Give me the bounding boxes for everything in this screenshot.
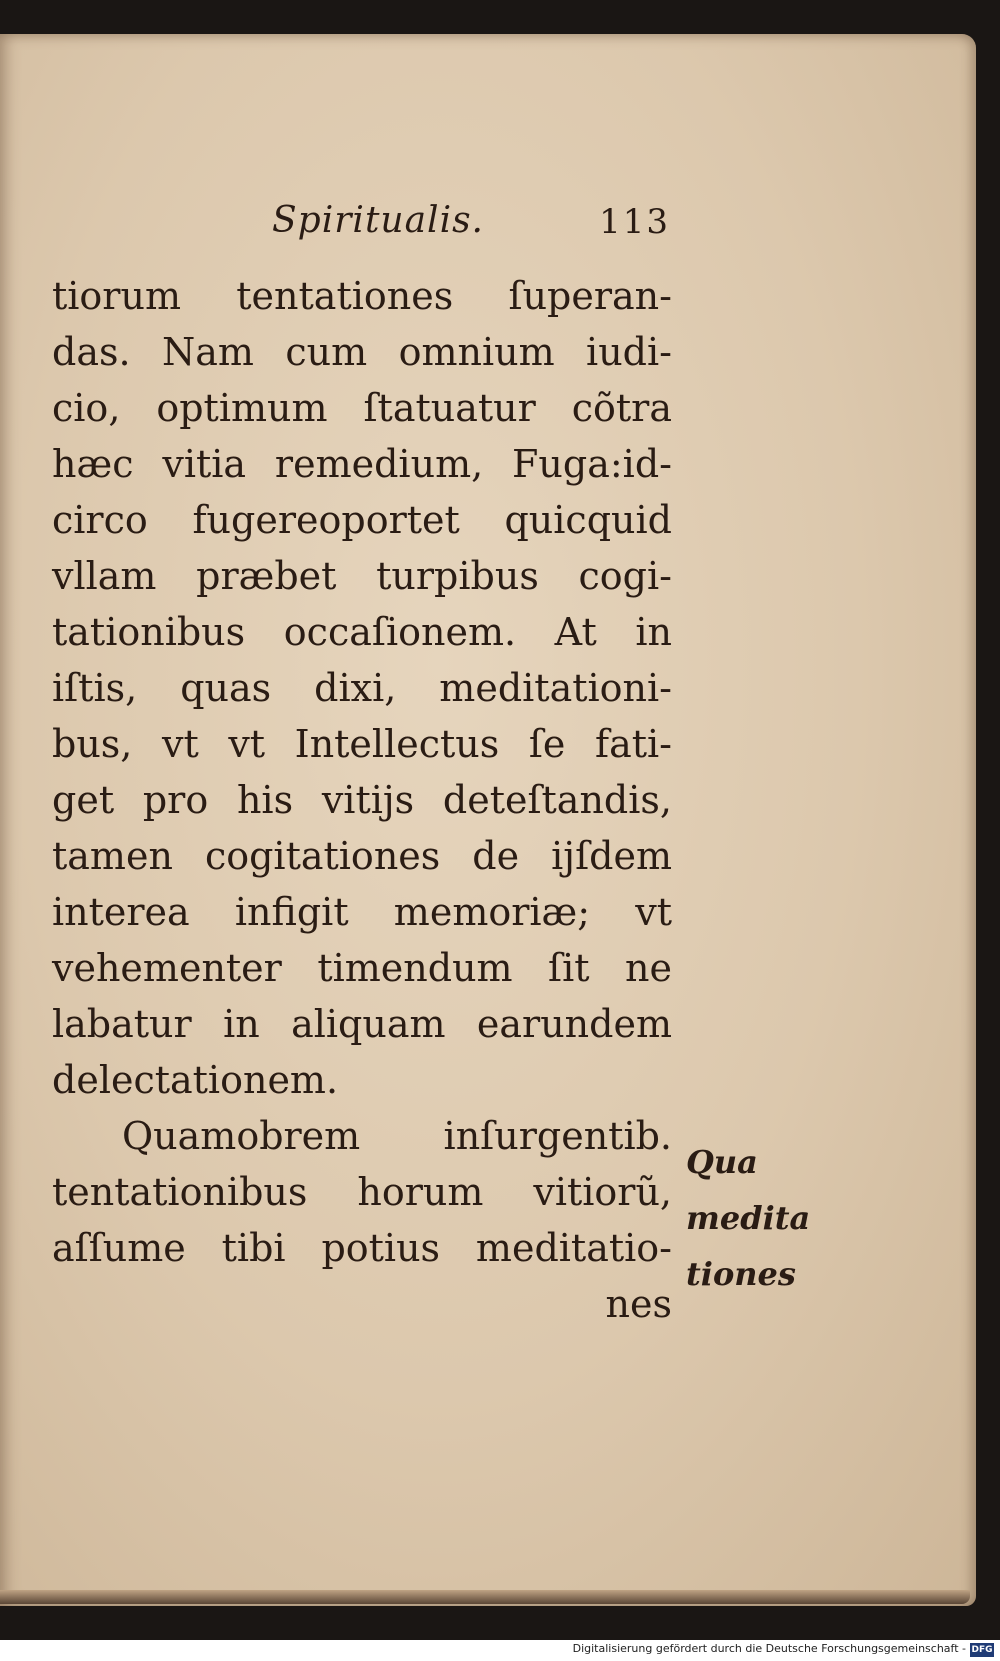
text-line: das. Nam cum omnium iudi- [52,330,672,374]
text-line: labatur in aliquam earundem [52,1002,672,1046]
text-line: tationibus occaſionem. At in [52,610,672,654]
dfg-logo: DFG [971,1645,993,1655]
body-text [52,268,672,1332]
catchword: nes [605,1282,672,1326]
text-line: tentationibus horum vitiorũ, [52,1170,672,1214]
text-line: vehementer timendum ſit ne [52,946,672,990]
marginal-note-line: Qua [686,1143,758,1181]
text-line: get pro his vitijs deteſtandis, [52,778,672,822]
text-line: hæc vitia remedium, Fuga:id- [52,442,672,486]
running-head [52,200,672,252]
text-line: delectationem. [52,1058,339,1102]
text-line: tamen cogitationes de ijſdem [52,834,672,878]
text-line: bus, vt vt Intellectus ſe fati- [52,722,672,766]
text-line: tiorum tentationes ſuperan- [52,274,672,318]
marginal-note-line: medita [686,1199,811,1237]
text-line: iſtis, quas dixi, meditationi- [52,666,672,710]
page-number: 113 [599,202,670,242]
running-title: Spiritualis. [272,200,485,241]
marginal-note-line: tiones [686,1255,796,1293]
text-line: cio, optimum ſtatuatur cõtra [52,386,672,430]
text-line: vllam præbet turpibus cogi- [52,554,672,598]
text-line: interea infigit memoriæ; vt [52,890,672,934]
text-line: circo fugereoportet quicquid [52,498,672,542]
marginal-note [686,1134,816,1302]
page-edge [0,1590,970,1604]
funding-credit: Digitalisierung gefördert durch die Deutsche Forschungsgemeinschaft - [572,1642,966,1655]
text-line: aſſume tibi potius meditatio- [52,1226,672,1270]
text-line: Quamobrem inſurgentib. [122,1114,672,1158]
